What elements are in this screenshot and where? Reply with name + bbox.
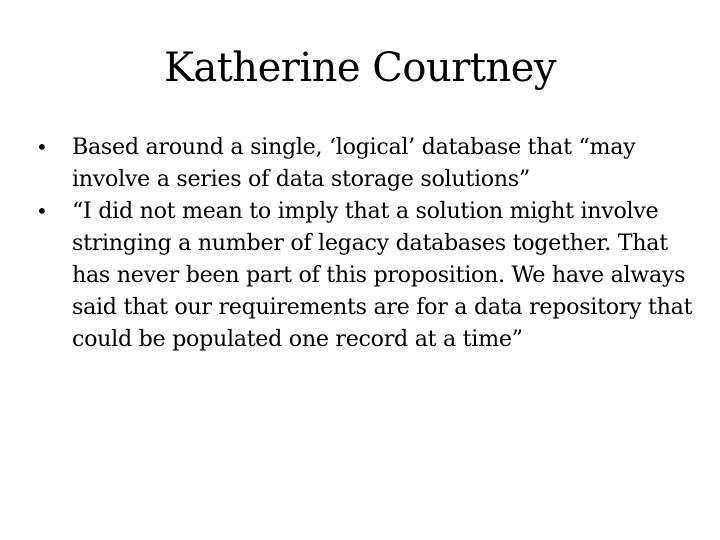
bullet-text: Based around a single, ‘logical’ database that “may involve a series of data storage solutions” (72, 134, 636, 192)
bullet-point-icon: • (36, 135, 48, 159)
bullet-point-icon: • (36, 199, 48, 223)
bullet-list (36, 131, 696, 355)
bullet-item (36, 195, 696, 355)
slide-title: Katherine Courtney (164, 45, 556, 91)
bullet-item (36, 131, 696, 195)
bullet-text: “I did not mean to imply that a solution might involve stringing a number of legacy databases together. That has never been part of this proposition. We have always said that our requirements are for a data repository that could be populated one record at a time” (72, 198, 693, 352)
